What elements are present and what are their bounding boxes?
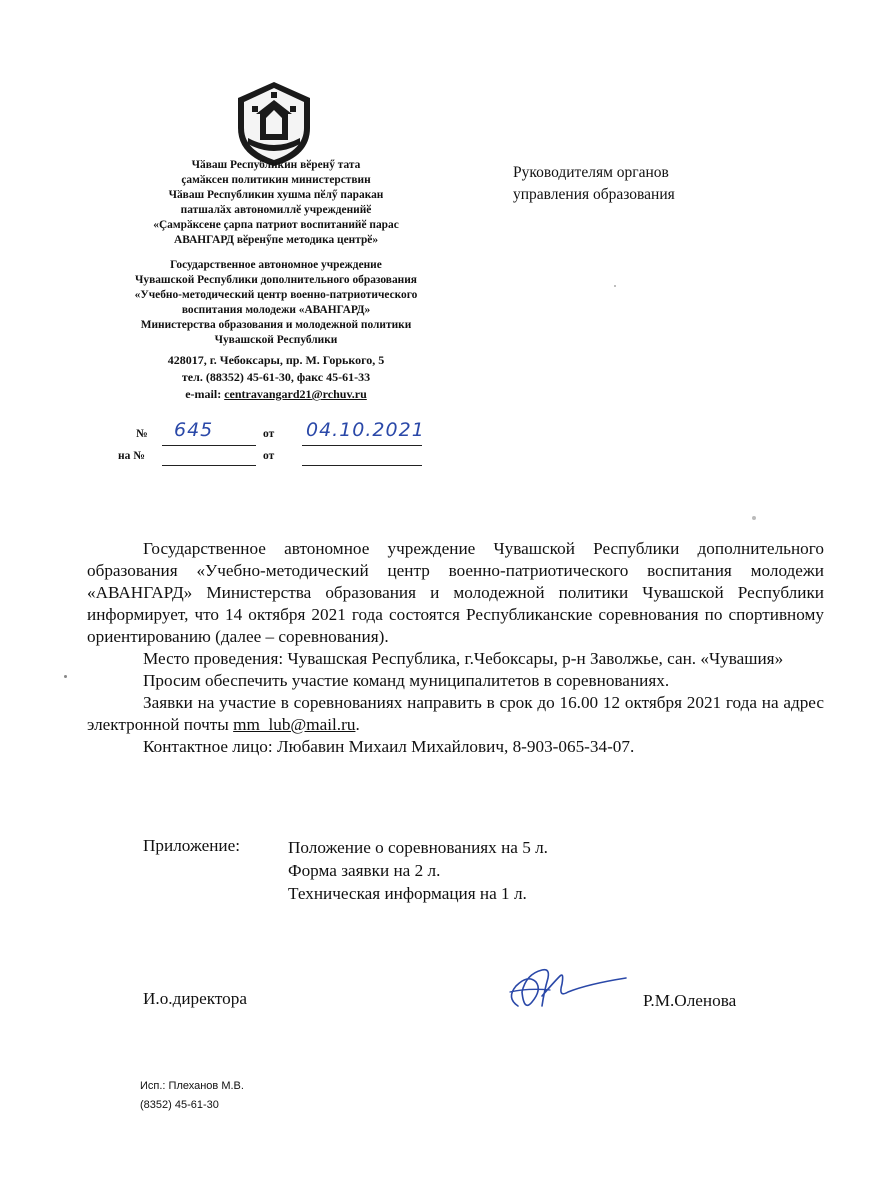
document-number: 645 [174,419,214,441]
document-date: 04.10.2021 [306,419,425,441]
reply-date-label: от [263,450,275,462]
body-paragraph [87,692,824,736]
appendix-list [288,836,548,905]
body-paragraph: Государственное автономное учреждение Чувашской Республики дополнительного образования «Учебно-методический центр военно-патриотического воспитания молодежи «АВАНГАРД» Министерства образования и молодежной политики Чувашской Республики информирует, что 14 октября 2021 года состоятся Республиканские соревнования по спортивному ориентированию (далее – соревнования). [87,539,824,646]
header-chuvash-line: патшалӑх автономиллӗ учрежденийӗ [180,204,372,216]
header-russian-line: Чувашской Республики [214,334,338,346]
header-russian-line: «Учебно-методический центр военно-патриотического [134,289,418,301]
header-russian-line: Министерства образования и молодежной политики [140,319,412,331]
executor-phone: (8352) 45-61-30 [140,1099,219,1111]
scan-speck [614,285,616,287]
header-address: 428017, г. Чебоксары, пр. М. Горького, 5 [167,353,385,367]
body-paragraph-text: Заявки на участие в соревнованиях направить в срок до 16.00 12 октября 2021 года на адрес электронной почты [87,693,824,734]
header-email-line [100,386,452,403]
body-paragraph: Место проведения: Чувашская Республика, г.Чебоксары, р-н Заволжье, сан. «Чувашия» [143,649,784,668]
recipient-line: Руководителям органов [513,164,669,181]
reply-date-underline [302,465,422,466]
handwritten-signature-icon [498,962,628,1022]
appendix-item: Положение о соревнованиях на 5 л. [288,838,548,857]
reply-number-label: на № [118,450,145,462]
reply-number-underline [162,465,256,466]
header-email-link[interactable]: centravangard21@rchuv.ru [224,387,367,401]
header-chuvash-line: Чӑваш Республикин вӗренӳ тата [191,159,361,171]
appendix-item: Форма заявки на 2 л. [288,861,441,880]
header-phone: тел. (88352) 45-61-30, факс 45-61-33 [181,370,371,384]
recipient-block [513,162,675,206]
header-chuvash-line: ҫамӑксен политикин министерствин [181,174,371,186]
recipient-line: управления образования [513,186,675,203]
chuvash-emblem-icon [232,78,316,170]
header-chuvash-line: Чӑваш Республикин хушма пӗлӳ паракан [168,189,384,201]
header-russian-line: воспитания молодежи «АВАНГАРД» [181,304,371,316]
header-chuvash-line: «Ҫамрӑксене ҫарпа патриот воспитанийӗ парас [153,219,399,231]
header-chuvash-line: АВАНГАРД вӗренӳпе методика центрӗ» [173,234,379,246]
scan-speck [752,516,756,520]
appendix-item: Техническая информация на 1 л. [288,884,527,903]
header-email-prefix: e-mail: [185,387,225,401]
scan-speck [64,675,67,678]
body-paragraph-end: . [355,715,360,734]
header-russian-line: Государственное автономное учреждение [170,259,382,271]
date-underline [302,445,422,446]
body-paragraph: Контактное лицо: Любавин Михаил Михайлович, 8-903-065-34-07. [143,737,635,756]
header-russian-line: Чувашской Республики дополнительного образования [135,274,417,286]
letter-body [87,538,824,758]
number-label: № [136,428,148,440]
number-underline [162,445,256,446]
date-label: от [263,428,275,440]
appendix-label: Приложение: [143,836,241,855]
contact-email-link[interactable]: mm_lub@mail.ru [233,715,356,734]
executor-name: Исп.: Плеханов М.В. [140,1080,244,1092]
signatory-name: Р.М.Оленова [643,991,737,1010]
signatory-title: И.о.директора [143,989,247,1008]
body-paragraph: Просим обеспечить участие команд муниципалитетов в соревнованиях. [143,671,670,690]
